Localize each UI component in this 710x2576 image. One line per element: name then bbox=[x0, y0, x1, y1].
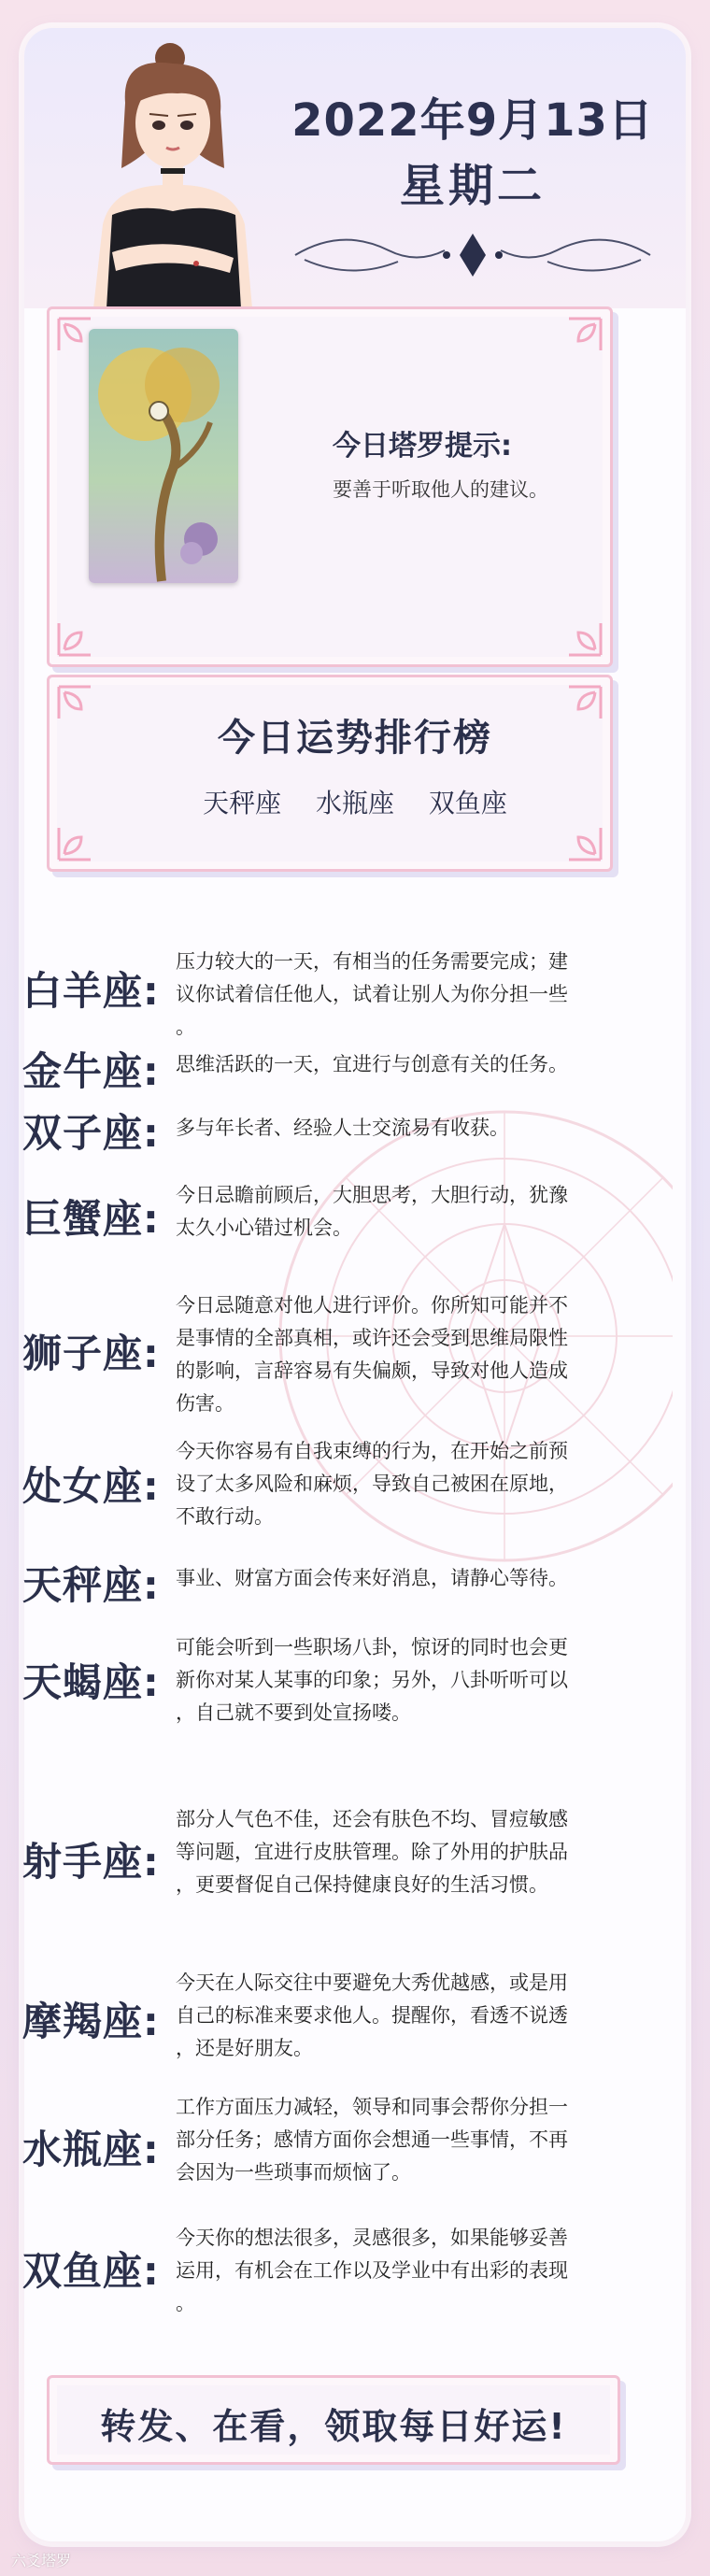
description-line: 是事情的全部真相，或许还会受到思维局限性 bbox=[176, 1327, 568, 1349]
zodiac-description bbox=[176, 1048, 652, 1081]
zodiac-sign-label: 巨蟹座: bbox=[22, 1196, 160, 1242]
zodiac-sign-label: 天秤座: bbox=[22, 1562, 160, 1608]
zodiac-description bbox=[176, 1967, 652, 2065]
description-line: 自己的标准来要求他人。提醒你，看透不说透 bbox=[176, 2004, 568, 2027]
footer-text: 转发、在看，领取每日好运! bbox=[100, 2406, 567, 2447]
header bbox=[24, 28, 686, 308]
zodiac-sign-label: 狮子座: bbox=[22, 1331, 160, 1376]
description-line: 今天在人际交往中要避免大秀优越感，或是用 bbox=[176, 1971, 568, 1994]
tarot-text: 要善于听取他人的建议。 bbox=[333, 478, 548, 501]
description-line: 工作方面压力减轻，领导和同事会帮你分担一 bbox=[176, 2096, 568, 2118]
zodiac-description bbox=[176, 1179, 652, 1245]
zodiac-sign-label: 处女座: bbox=[22, 1463, 160, 1509]
description-line: 伤害。 bbox=[176, 1392, 234, 1415]
description-line: ，自己就不要到处宣扬喽。 bbox=[176, 1701, 411, 1724]
zodiac-description bbox=[176, 2222, 652, 2320]
tarot-card-image bbox=[89, 329, 238, 583]
zodiac-description bbox=[176, 1289, 652, 1420]
description-line: 思维活跃的一天，宜进行与创意有关的任务。 bbox=[176, 1053, 568, 1075]
zodiac-description bbox=[176, 2091, 652, 2189]
zodiac-description bbox=[176, 1562, 652, 1595]
description-line: ，更要督促自己保持健康良好的生活习惯。 bbox=[176, 1873, 548, 1896]
zodiac-description bbox=[176, 1435, 652, 1533]
description-line: 。 bbox=[176, 2292, 195, 2314]
zodiac-description bbox=[176, 1631, 652, 1729]
description-line: 新你对某人某事的印象；另外，八卦听听可以 bbox=[176, 1669, 568, 1691]
weekday-title: 星期二 bbox=[399, 160, 546, 212]
zodiac-sign-label: 白羊座: bbox=[22, 968, 160, 1014]
woman-avatar-illustration bbox=[84, 37, 271, 308]
zodiac-sign-label: 金牛座: bbox=[22, 1048, 160, 1094]
zodiac-sign-label: 射手座: bbox=[22, 1839, 160, 1885]
ranking-sign: 水瓶座 bbox=[315, 788, 394, 818]
ranking-title: 今日运势排行榜 bbox=[218, 717, 492, 760]
credit-watermark: 六爻塔罗 bbox=[11, 2552, 72, 2569]
zodiac-sign-label: 双鱼座: bbox=[22, 2248, 160, 2294]
zodiac-sign-label: 天蝎座: bbox=[22, 1659, 160, 1705]
description-line: 事业、财富方面会传来好消息，请静心等待。 bbox=[176, 1567, 568, 1589]
description-line: 部分任务；感情方面你会想通一些事情，不再 bbox=[176, 2128, 568, 2151]
zodiac-sign-label: 摩羯座: bbox=[22, 1999, 160, 2044]
ranking-sign: 天秤座 bbox=[203, 788, 282, 818]
zodiac-sign-label: 水瓶座: bbox=[22, 2127, 160, 2172]
zodiac-description bbox=[176, 946, 652, 1044]
description-line: 。 bbox=[176, 1016, 195, 1038]
description-line: 议你试着信任他人，试着让别人为你分担一些 bbox=[176, 983, 568, 1005]
corner-ornament-icon bbox=[53, 605, 109, 661]
description-line: 可能会听到一些职场八卦，惊讶的同时也会更 bbox=[176, 1636, 568, 1658]
description-line: 压力较大的一天，有相当的任务需要完成；建 bbox=[176, 950, 568, 973]
description-line: 会因为一些琐事而烦恼了。 bbox=[176, 2161, 411, 2184]
corner-ornament-icon bbox=[550, 313, 606, 369]
date-title: 2022年9月13日 bbox=[291, 94, 654, 147]
ranking-sign: 双鱼座 bbox=[428, 788, 507, 818]
description-line: 今日忌随意对他人进行评价。你所知可能并不 bbox=[176, 1294, 568, 1316]
description-line: 今天你的想法很多，灵感很多，如果能够妥善 bbox=[176, 2227, 568, 2249]
ranking-frame bbox=[47, 675, 613, 872]
description-line: 不敢行动。 bbox=[176, 1505, 274, 1528]
description-line: 太久小心错过机会。 bbox=[176, 1217, 352, 1239]
description-line: 运用，有机会在工作以及学业中有出彩的表现 bbox=[176, 2259, 568, 2282]
ranking-list bbox=[75, 783, 635, 820]
description-line: 今日忌瞻前顾后，大胆思考，大胆行动，犹豫 bbox=[176, 1184, 568, 1206]
zodiac-description bbox=[176, 1112, 652, 1145]
description-line: 等问题，宜进行皮肤管理。除了外用的护肤品 bbox=[176, 1841, 568, 1863]
description-line: 今天你容易有自我束缚的行为，在开始之前预 bbox=[176, 1440, 568, 1462]
corner-ornament-icon bbox=[550, 605, 606, 661]
description-line: ，还是好朋友。 bbox=[176, 2037, 313, 2059]
zodiac-description bbox=[176, 1803, 652, 1901]
tarot-title: 今日塔罗提示: bbox=[333, 430, 512, 463]
zodiac-sign-label: 双子座: bbox=[22, 1110, 160, 1156]
description-line: 多与年长者、经验人士交流易有收获。 bbox=[176, 1117, 509, 1139]
description-line: 的影响，言辞容易有失偏颇，导致对他人造成 bbox=[176, 1359, 568, 1382]
flourish-ornament bbox=[286, 222, 660, 288]
description-line: 部分人气色不佳，还会有肤色不均、冒痘敏感 bbox=[176, 1808, 568, 1830]
description-line: 设了太多风险和麻烦，导致自己被困在原地， bbox=[176, 1473, 568, 1495]
